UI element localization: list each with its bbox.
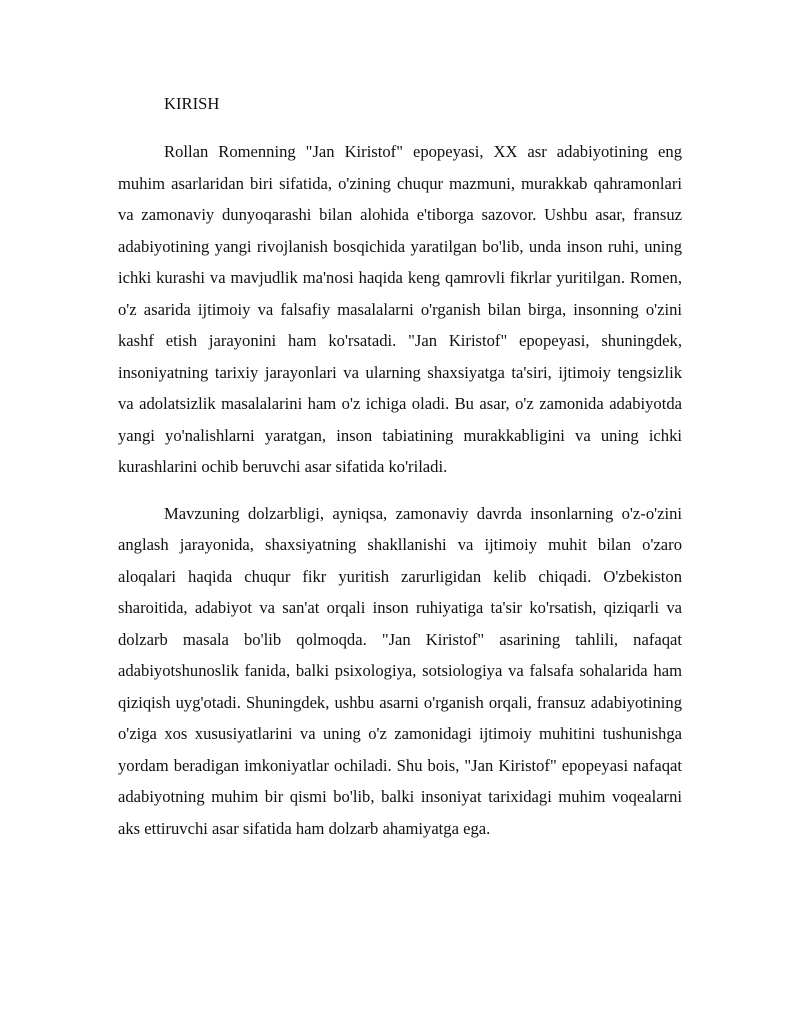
document-page [118, 88, 682, 844]
relevance-paragraph: Mavzuning dolzarbligi, ayniqsa, zamonaviy davrda insonlarning o'z-o'zini anglash jarayonida, shaxsiyatning shakllanishi va ijtimoiy muhit bilan o'zaro aloqalari haqida chuqur fikr yuritish zarurligidan kelib chiqadi. O'zbekiston sharoitida, adabiyot va san'at orqali inson ruhiyatiga ta'sir ko'rsatish, qiziqarli va dolzarb masala bo'lib qolmoqda. "Jan Kiristof" asarining tahlili, nafaqat adabiyotshunoslik fanida, balki psixologiya, sotsiologiya va falsafa sohalarida ham qiziqish uyg'otadi. Shuningdek, ushbu asarni o'rganish orqali, fransuz adabiyotining o'ziga xos xususiyatlarini va uning o'z zamonidagi ijtimoiy muhitini tushunishga yordam beradigan imkoniyatlar ochiladi. Shu bois, "Jan Kiristof" epopeyasi nafaqat adabiyotning muhim bir qismi bo'lib, balki insoniyat tarixidagi muhim voqealarni aks ettiruvchi asar sifatida ham dolzarb ahamiyatga ega. [118, 503, 682, 838]
intro-paragraph: Rollan Romenning "Jan Kiristof" epopeyasi, XX asr adabiyotining eng muhim asarlaridan biri sifatida, o'zining chuqur mazmuni, murakkab qahramonlari va zamonaviy dunyoqarashi bilan alohida e'tiborga sazovor. Ushbu asar, fransuz adabiyotining yangi rivojlanish bosqichida yaratilgan bo'lib, unda inson ruhi, uning ichki kurashi va mavjudlik ma'nosi haqida keng qamrovli fikrlar yuritilgan. Romen, o'z asarida ijtimoiy va falsafiy masalalarni o'rganish bilan birga, insonning o'zini kashf etish jarayonini ham ko'rsatadi. "Jan Kiristof" epopeyasi, shuningdek, insoniyatning tarixiy jarayonlari va ularning shaxsiyatga ta'siri, ijtimoiy tengsizlik va adolatsizlik masalalarini ham o'z ichiga oladi. Bu asar, o'z zamonida adabiyotda yangi yo'nalishlarni yaratgan, inson tabiatining murakkabligini va uning ichki kurashlarini ochib beruvchi asar sifatida ko'riladi. [118, 142, 682, 476]
section-heading: KIRISH [164, 94, 220, 113]
